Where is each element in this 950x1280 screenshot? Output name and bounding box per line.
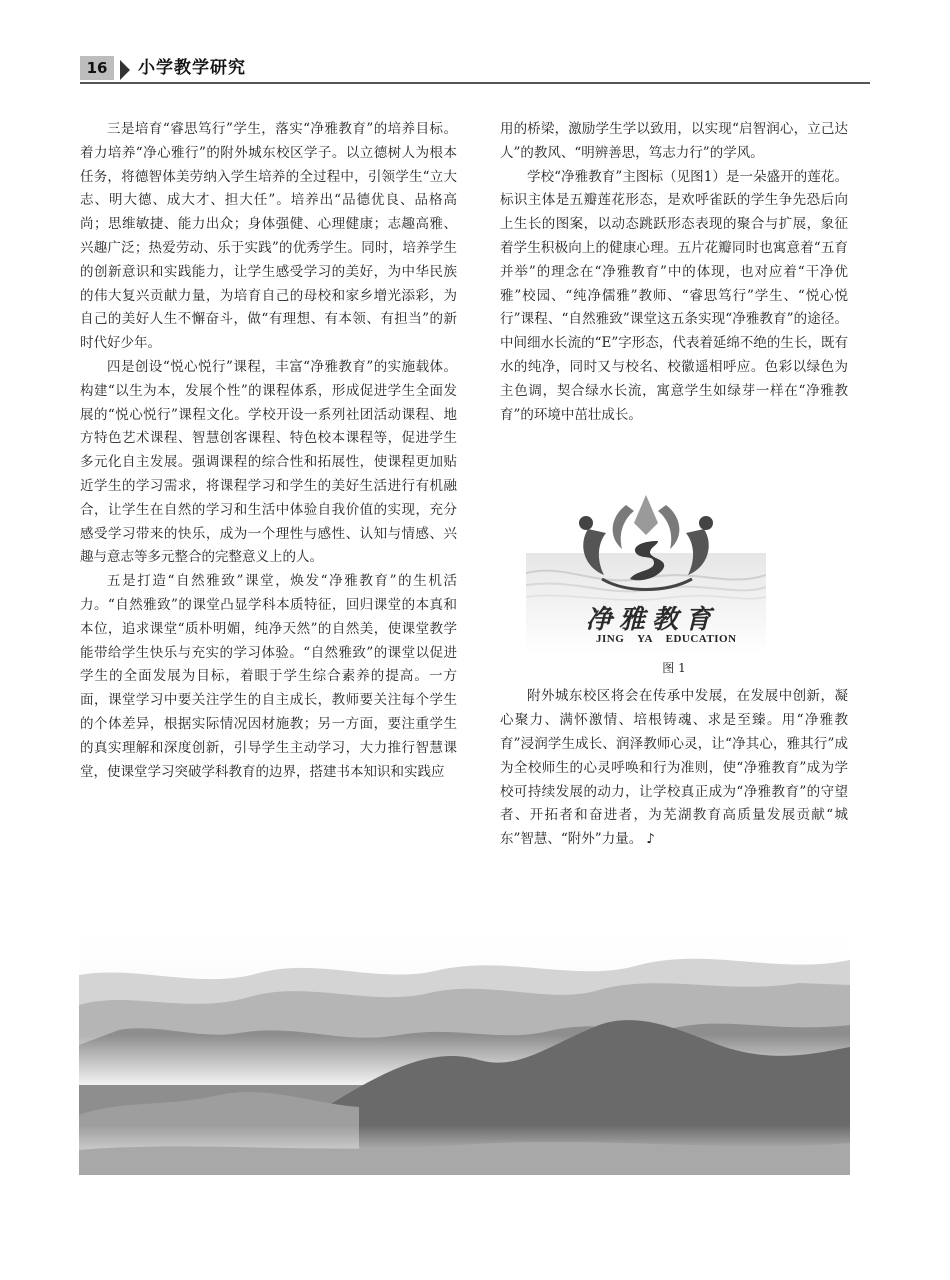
- paragraph-conclusion: [500, 685, 848, 852]
- paragraph-classroom: 五是打造“自然雅致”课堂，焕发“净雅教育”的生机活力。“自然雅致”的课堂凸显学科本质特征，回归课堂的本真和本位，追求课堂“质朴明媚，纯净天然”的自然美，使课堂教学能带给学生快乐与充实的学习体验。“自然雅致”的课堂以促进学生的全面发展为目标，着眼于学生综合素养的提高。一方面，课堂学习中要关注学生的自主成长，教师要关注每个学生的个体差异，根据实际情况因材施教；另一方面，要注重学生的真实理解和深度创新，引导学生主动学习，大力推行智慧课堂，使课堂学习突破学科教育的边界，搭建书本知识和实践应: [80, 573, 457, 780]
- figure-caption: 图 1: [662, 661, 686, 676]
- left-column: [80, 118, 457, 784]
- page-number: 16: [80, 56, 114, 80]
- paragraph-logo-description: 学校“净雅教育”主图标（见图1）是一朵盛开的莲花。标识主体是五瓣莲花形态，是欢呼雀跃的学生争先恐后向上生长的图案，以动态跳跃形态表现的聚合与扩展，象征着学生积极向上的健康心理。五片花瓣同时也寓意着“五育并举”的理念在“净雅教育”中的体现，也对应着“干净优雅”校园、“纯净儒雅”教师、“睿思笃行”学生、“悦心悦行”课程、“自然雅致”课堂这五条实现“净雅教育”的途径。中间细水长流的“E”字形态，代表着延绵不绝的生长，既有水的纯净，同时又与校名、校徽遥相呼应。色彩以绿色为主色调，契合绿水长流，寓意学生如绿芽一样在“净雅教育”的环境中茁壮成长。: [500, 168, 848, 423]
- page-header: [80, 56, 870, 86]
- mountain-landscape-image: [79, 935, 850, 1175]
- header-rule: [80, 82, 870, 84]
- conclusion-text: 附外城东校区将会在传承中发展，在发展中创新，凝心聚力、满怀激情、培根铸魂、求是至臻。用“净雅教育”浸润学生成长、润泽教师心灵，让“净其心，雅其行”成为全校师生的心灵呼唤和行为准则，使“净雅教育”成为学校可持续发展的动力，让学校真正成为“净雅教育”的守望者、开拓者和奋进者，为芜湖教育高质量发展贡献“城东”智慧、“附外”力量。: [500, 688, 848, 848]
- logo-english-text: JING YA EDUCATION: [596, 633, 737, 646]
- right-column: [500, 118, 848, 852]
- header-arrow-icon: [120, 60, 130, 80]
- end-mark-icon: ♪: [646, 831, 655, 848]
- paragraph-curriculum: 四是创设“悦心悦行”课程，丰富“净雅教育”的实施载体。构建“以生为本，发展个性”的课程体系，形成促进学生全面发展的“悦心悦行”课程文化。学校开设一系列社团活动课程、地方特色艺术课程、智慧创客课程、特色校本课程等，促进学生多元化自主发展。强调课程的综合性和拓展性，使课程更加贴近学生的学习需求，将课程学习和学生的美好生活进行有机融合，让学生在自然的学习和生活中体验自我价值的实现，充分感受学习带来的快乐，成为一个理性与感性、认知与情感、兴趣与意志等多元整合的完整意义上的人。: [80, 358, 457, 566]
- paragraph-student-goal: 三是培育“睿思笃行”学生，落实“净雅教育”的培养目标。着力培养“净心雅行”的附外城东校区学子。以立德树人为根本任务，将德智体美劳纳入学生培养的全过程中，引领学生“立大志、明大德、成大才、担大任”。培养出“品德优良、品格高尚；思维敏捷、能力出众；身体强健、心理健康；志趣高雅、兴趣广泛；热爱劳动、乐于实践”的优秀学生。同时，培养学生的创新意识和实践能力，让学生感受学习的美好，为中华民族的伟大复兴贡献力量，为培育自己的母校和家乡增光添彩，为自己的美好人生不懈奋斗，做“有理想、有本领、有担当”的新时代好少年。: [80, 121, 457, 352]
- figure-1-logo: [526, 493, 766, 653]
- journal-title: 小学教学研究: [138, 58, 246, 78]
- mountain-icon: [79, 935, 850, 1175]
- logo-chinese-text: 净雅教育: [586, 605, 719, 636]
- paragraph-continuation: 用的桥梁，激励学生学以致用，以实现“启智润心，立己达人”的教风、“明辨善思，笃志力行”的学风。: [500, 121, 848, 161]
